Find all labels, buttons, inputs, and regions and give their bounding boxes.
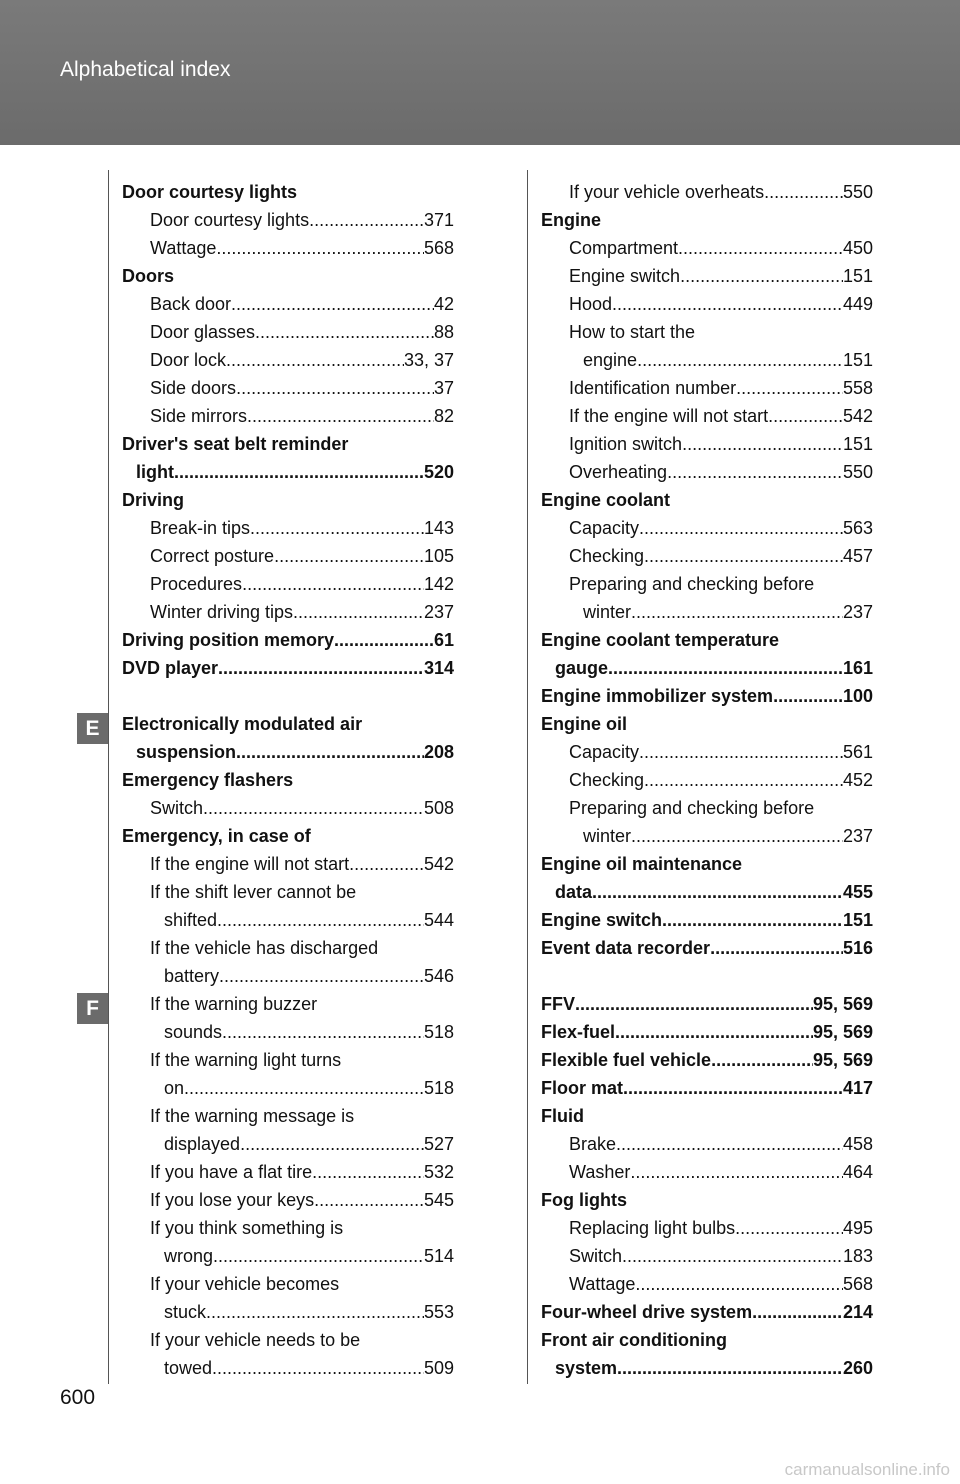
index-entry-term: If the warning message is xyxy=(150,1106,355,1126)
dot-leader xyxy=(314,1186,424,1214)
index-entry-page: 183 xyxy=(842,1246,873,1266)
index-entry-term: Correct posture xyxy=(150,546,275,566)
index-entry-page: 542 xyxy=(842,406,873,426)
index-entry xyxy=(122,178,454,206)
index-entry-term: Four-wheel drive system xyxy=(541,1302,753,1322)
index-entry-term: Event data recorder xyxy=(541,938,711,958)
dot-leader xyxy=(682,430,843,458)
index-entry-term: Floor mat xyxy=(541,1078,624,1098)
index-entry-term: wrong xyxy=(164,1246,214,1266)
index-entry xyxy=(541,990,873,1018)
dot-leader xyxy=(608,654,843,682)
index-entry-term: winter xyxy=(583,826,632,846)
dot-leader xyxy=(768,402,843,430)
dot-leader xyxy=(639,514,843,542)
dot-leader xyxy=(635,1270,843,1298)
dot-leader xyxy=(710,934,843,962)
index-entry-page: 142 xyxy=(423,574,454,594)
dot-leader xyxy=(203,794,424,822)
index-entry-page: 42 xyxy=(433,294,454,314)
header-title: Alphabetical index xyxy=(60,58,231,81)
index-entry-term: Electronically modulated air xyxy=(122,714,363,734)
dot-leader xyxy=(226,346,404,374)
dot-leader xyxy=(236,738,424,766)
index-entry xyxy=(150,878,454,906)
dot-leader xyxy=(678,234,843,262)
index-entry xyxy=(569,234,873,262)
index-entry-term: Capacity xyxy=(569,518,640,538)
index-entry xyxy=(164,962,454,990)
index-entry-term: Brake xyxy=(569,1134,617,1154)
index-entry-page: 105 xyxy=(423,546,454,566)
index-entry-page: 82 xyxy=(433,406,454,426)
index-entry-term: displayed xyxy=(164,1134,241,1154)
index-entry xyxy=(122,626,454,654)
index-entry-term: Emergency, in case of xyxy=(122,826,311,846)
dot-leader xyxy=(213,1242,424,1270)
dot-leader xyxy=(575,990,813,1018)
dot-leader xyxy=(217,906,424,934)
index-entry-page: 563 xyxy=(842,518,873,538)
index-entry-term: Preparing and checking before xyxy=(569,574,815,594)
dot-leader xyxy=(312,1158,424,1186)
index-entry-term: Fluid xyxy=(541,1106,584,1126)
index-entry-term: Driving xyxy=(122,490,185,510)
index-entry xyxy=(164,1130,454,1158)
dot-leader xyxy=(240,1130,424,1158)
index-entry-page: 518 xyxy=(423,1022,454,1042)
index-entry-term: Doors xyxy=(122,266,175,286)
dot-leader xyxy=(615,1018,813,1046)
index-entry xyxy=(150,990,454,1018)
index-entry xyxy=(555,654,873,682)
index-entry xyxy=(541,1298,873,1326)
page-header xyxy=(0,0,960,145)
index-entry-page: 553 xyxy=(423,1302,454,1322)
index-entry-page: 516 xyxy=(842,938,873,958)
index-entry-term: towed xyxy=(164,1358,213,1378)
index-entry xyxy=(164,1298,454,1326)
index-entry xyxy=(150,374,454,402)
index-entry-term: If you have a flat tire xyxy=(150,1162,313,1182)
index-entry xyxy=(164,1018,454,1046)
index-entry-term: Ignition switch xyxy=(569,434,683,454)
index-entry-term: If your vehicle overheats xyxy=(569,182,765,202)
index-entry-page: 508 xyxy=(423,798,454,818)
index-entry xyxy=(569,1158,873,1186)
index-entry-term: Identification number xyxy=(569,378,737,398)
index-entry-term: data xyxy=(555,882,593,902)
index-entry-term: If your vehicle becomes xyxy=(150,1274,340,1294)
index-entry-page: 520 xyxy=(423,462,454,482)
index-entry-term: Door lock xyxy=(150,350,227,370)
index-entry-page: 151 xyxy=(842,434,873,454)
index-entry xyxy=(164,1354,454,1382)
dot-leader xyxy=(293,598,424,626)
right-column-rule xyxy=(527,170,528,1384)
dot-leader xyxy=(334,626,434,654)
index-entry xyxy=(541,1046,873,1074)
dot-leader xyxy=(667,458,843,486)
index-entry xyxy=(150,318,454,346)
index-entry xyxy=(569,430,873,458)
index-entry-page: 143 xyxy=(423,518,454,538)
dot-leader xyxy=(617,1354,843,1382)
index-entry xyxy=(150,794,454,822)
index-entry-term: Back door xyxy=(150,294,232,314)
index-entry-term: Engine xyxy=(541,210,602,230)
index-entry xyxy=(583,822,873,850)
index-entry xyxy=(150,570,454,598)
index-entry-term: Overheating xyxy=(569,462,668,482)
index-entry-term: suspension xyxy=(136,742,237,762)
index-entry-term: How to start the xyxy=(569,322,696,342)
dot-leader xyxy=(309,206,424,234)
index-entry-page: 495 xyxy=(842,1218,873,1238)
index-entry xyxy=(150,598,454,626)
index-entry xyxy=(569,318,873,346)
index-entry-page: 518 xyxy=(423,1078,454,1098)
index-entry-page: 417 xyxy=(842,1078,873,1098)
index-entry-page: 568 xyxy=(842,1274,873,1294)
index-entry xyxy=(150,1186,454,1214)
index-entry-term: Door courtesy lights xyxy=(150,210,310,230)
index-entry xyxy=(164,1074,454,1102)
index-entry-term: Engine oil maintenance xyxy=(541,854,743,874)
index-entry-term: Side mirrors xyxy=(150,406,248,426)
dot-leader xyxy=(184,1074,424,1102)
index-entry-term: Switch xyxy=(150,798,204,818)
dot-leader xyxy=(255,318,434,346)
dot-leader xyxy=(616,1130,843,1158)
index-entry-term: on xyxy=(164,1078,185,1098)
dot-leader xyxy=(631,598,843,626)
index-entry-term: Flex-fuel xyxy=(541,1022,616,1042)
index-entry xyxy=(541,1074,873,1102)
index-entry xyxy=(136,738,454,766)
index-entry xyxy=(150,206,454,234)
index-entry-term: Washer xyxy=(569,1162,631,1182)
index-entry xyxy=(122,262,454,290)
index-entry-term: Hood xyxy=(569,294,613,314)
index-entry xyxy=(569,1270,873,1298)
index-entry xyxy=(164,1242,454,1270)
index-entry-page: 33, 37 xyxy=(403,350,454,370)
dot-leader xyxy=(623,1074,843,1102)
index-entry-page: 532 xyxy=(423,1162,454,1182)
index-entry-term: Capacity xyxy=(569,742,640,762)
dot-leader xyxy=(773,682,843,710)
index-entry-page: 237 xyxy=(842,826,873,846)
index-entry-term: If the shift lever cannot be xyxy=(150,882,357,902)
dot-leader xyxy=(216,234,424,262)
index-entry xyxy=(569,1214,873,1242)
dot-leader xyxy=(644,542,843,570)
index-entry xyxy=(541,682,873,710)
index-entry-page: 151 xyxy=(842,910,873,930)
index-entry-page: 457 xyxy=(842,546,873,566)
index-entry xyxy=(569,738,873,766)
index-entry xyxy=(150,514,454,542)
index-entry xyxy=(150,934,454,962)
index-entry xyxy=(541,1326,873,1354)
dot-leader xyxy=(219,962,424,990)
index-entry xyxy=(569,570,873,598)
index-entry xyxy=(555,1354,873,1382)
index-entry-term: DVD player xyxy=(122,658,219,678)
index-entry-page: 544 xyxy=(423,910,454,930)
dot-leader xyxy=(764,178,843,206)
index-entry-term: Checking xyxy=(569,770,645,790)
index-entry xyxy=(541,206,873,234)
index-entry xyxy=(541,934,873,962)
index-entry xyxy=(569,1130,873,1158)
index-entry xyxy=(569,794,873,822)
index-entry-term: Door glasses xyxy=(150,322,256,342)
index-entry xyxy=(569,178,873,206)
index-entry-page: 371 xyxy=(423,210,454,230)
index-entry xyxy=(569,766,873,794)
index-entry-page: 449 xyxy=(842,294,873,314)
watermark: carmanualsonline.info xyxy=(784,1460,950,1479)
index-entry-term: Engine oil xyxy=(541,714,628,734)
index-spacer xyxy=(122,682,454,710)
index-entry xyxy=(541,850,873,878)
index-entry-term: If you think something is xyxy=(150,1218,344,1238)
index-entry-term: sounds xyxy=(164,1022,223,1042)
index-entry xyxy=(541,1186,873,1214)
index-entry-page: 550 xyxy=(842,182,873,202)
index-entry-page: 546 xyxy=(423,966,454,986)
index-entry xyxy=(150,290,454,318)
index-entry-page: 208 xyxy=(423,742,454,762)
index-entry-term: stuck xyxy=(164,1302,207,1322)
dot-leader xyxy=(612,290,843,318)
index-entry-page: 527 xyxy=(423,1134,454,1154)
dot-leader xyxy=(222,1018,424,1046)
dot-leader xyxy=(639,738,843,766)
dot-leader xyxy=(735,1214,843,1242)
index-entry xyxy=(150,1158,454,1186)
index-entry xyxy=(583,346,873,374)
index-entry-page: 458 xyxy=(842,1134,873,1154)
index-entry-term: winter xyxy=(583,602,632,622)
section-tab-e: E xyxy=(77,713,108,744)
index-entry-term: If the engine will not start xyxy=(150,854,350,874)
index-entry xyxy=(150,1046,454,1074)
dot-leader xyxy=(711,1046,813,1074)
index-entry-term: Wattage xyxy=(569,1274,636,1294)
index-entry-page: 88 xyxy=(433,322,454,342)
dot-leader xyxy=(662,906,843,934)
index-entry-page: 455 xyxy=(842,882,873,902)
index-entry-term: Flexible fuel vehicle xyxy=(541,1050,712,1070)
index-entry xyxy=(150,1214,454,1242)
index-entry-page: 545 xyxy=(423,1190,454,1210)
index-entry xyxy=(122,710,454,738)
index-entry xyxy=(122,822,454,850)
index-entry xyxy=(122,430,454,458)
index-entry xyxy=(569,514,873,542)
index-entry-page: 237 xyxy=(423,602,454,622)
index-entry-page: 151 xyxy=(842,350,873,370)
index-entry xyxy=(569,458,873,486)
index-entry xyxy=(569,1242,873,1270)
index-entry xyxy=(150,1326,454,1354)
index-entry-page: 95, 569 xyxy=(812,1022,873,1042)
index-entry xyxy=(150,402,454,430)
index-entry-term: Side doors xyxy=(150,378,237,398)
index-entry-page: 452 xyxy=(842,770,873,790)
index-entry-page: 161 xyxy=(842,658,873,678)
index-entry-page: 550 xyxy=(842,462,873,482)
index-entry-term: battery xyxy=(164,966,220,986)
index-entry-page: 100 xyxy=(842,686,873,706)
index-entry xyxy=(122,486,454,514)
index-entry-term: Break-in tips xyxy=(150,518,251,538)
index-entry xyxy=(150,346,454,374)
dot-leader xyxy=(242,570,424,598)
dot-leader xyxy=(174,458,424,486)
dot-leader xyxy=(349,850,424,878)
dot-leader xyxy=(274,542,424,570)
dot-leader xyxy=(631,822,843,850)
index-entry xyxy=(541,486,873,514)
index-entry-page: 95, 569 xyxy=(812,1050,873,1070)
index-entry-term: Engine immobilizer system xyxy=(541,686,774,706)
index-entry xyxy=(541,710,873,738)
index-entry xyxy=(569,290,873,318)
index-entry xyxy=(569,374,873,402)
index-entry-page: 314 xyxy=(423,658,454,678)
index-entry-page: 509 xyxy=(423,1358,454,1378)
index-entry xyxy=(583,598,873,626)
section-tab-f: F xyxy=(77,993,108,1024)
index-entry xyxy=(541,1018,873,1046)
dot-leader xyxy=(644,766,843,794)
index-entry-page: 151 xyxy=(842,266,873,286)
index-entry xyxy=(541,1102,873,1130)
page-number: 600 xyxy=(60,1386,96,1409)
index-entry-term: Door courtesy lights xyxy=(122,182,298,202)
index-entry-page: 260 xyxy=(842,1358,873,1378)
index-entry-term: Fog lights xyxy=(541,1190,627,1210)
index-entry xyxy=(122,654,454,682)
index-entry-term: shifted xyxy=(164,910,218,930)
index-entry-term: Preparing and checking before xyxy=(569,798,815,818)
index-entry-term: If the warning buzzer xyxy=(150,994,318,1014)
index-entry-page: 464 xyxy=(842,1162,873,1182)
index-entry-term: If the engine will not start xyxy=(569,406,769,426)
index-entry-page: 558 xyxy=(842,378,873,398)
index-entry-term: Winter driving tips xyxy=(150,602,294,622)
index-entry-term: Engine coolant temperature xyxy=(541,630,780,650)
dot-leader xyxy=(637,346,843,374)
index-entry xyxy=(541,906,873,934)
index-entry-page: 561 xyxy=(842,742,873,762)
index-spacer xyxy=(541,962,873,990)
dot-leader xyxy=(680,262,843,290)
index-entry-term: Wattage xyxy=(150,238,217,258)
index-entry-page: 95, 569 xyxy=(812,994,873,1014)
index-entry-term: FFV xyxy=(541,994,575,1014)
index-entry xyxy=(136,458,454,486)
index-entry xyxy=(164,906,454,934)
index-entry-page: 450 xyxy=(842,238,873,258)
index-entry-term: Compartment xyxy=(569,238,679,258)
index-entry-page: 37 xyxy=(433,378,454,398)
dot-leader xyxy=(231,290,434,318)
index-entry xyxy=(569,402,873,430)
index-entry-term: Driver's seat belt reminder xyxy=(122,434,349,454)
index-entry-term: Engine coolant xyxy=(541,490,671,510)
dot-leader xyxy=(236,374,434,402)
index-entry-term: gauge xyxy=(555,658,609,678)
dot-leader xyxy=(630,1158,843,1186)
index-entry-term: Checking xyxy=(569,546,645,566)
left-column-rule xyxy=(108,170,109,1384)
index-entry-term: Procedures xyxy=(150,574,243,594)
index-entry-term: Front air conditioning xyxy=(541,1330,727,1350)
index-entry xyxy=(150,1270,454,1298)
dot-leader xyxy=(247,402,434,430)
index-entry-page: 237 xyxy=(842,602,873,622)
index-entry-term: Replacing light bulbs xyxy=(569,1218,736,1238)
index-entry-term: Switch xyxy=(569,1246,623,1266)
dot-leader xyxy=(250,514,424,542)
index-entry xyxy=(555,878,873,906)
dot-leader xyxy=(752,1298,843,1326)
index-entry-term: Engine switch xyxy=(541,910,663,930)
index-entry-page: 568 xyxy=(423,238,454,258)
index-entry-term: If the warning light turns xyxy=(150,1050,342,1070)
index-entry-page: 514 xyxy=(423,1246,454,1266)
index-entry-term: Driving position memory xyxy=(122,630,335,650)
index-entry xyxy=(122,766,454,794)
index-entry xyxy=(150,850,454,878)
dot-leader xyxy=(212,1354,424,1382)
index-entry-term: system xyxy=(555,1358,618,1378)
dot-leader xyxy=(206,1298,424,1326)
index-entry xyxy=(150,1102,454,1130)
index-entry xyxy=(569,262,873,290)
index-entry-page: 214 xyxy=(842,1302,873,1322)
index-entry-term: Emergency flashers xyxy=(122,770,294,790)
index-entry-term: If you lose your keys xyxy=(150,1190,315,1210)
index-entry-term: If your vehicle needs to be xyxy=(150,1330,361,1350)
index-entry-term: light xyxy=(136,462,174,482)
dot-leader xyxy=(736,374,843,402)
index-entry-term: engine xyxy=(583,350,638,370)
dot-leader xyxy=(218,654,424,682)
index-entry-page: 61 xyxy=(433,630,454,650)
index-entry xyxy=(150,234,454,262)
index-entry-term: If the vehicle has discharged xyxy=(150,938,379,958)
index-entry xyxy=(569,542,873,570)
index-entry xyxy=(150,542,454,570)
index-entry xyxy=(541,626,873,654)
dot-leader xyxy=(622,1242,843,1270)
index-entry-term: Engine switch xyxy=(569,266,681,286)
dot-leader xyxy=(592,878,843,906)
index-entry-page: 542 xyxy=(423,854,454,874)
